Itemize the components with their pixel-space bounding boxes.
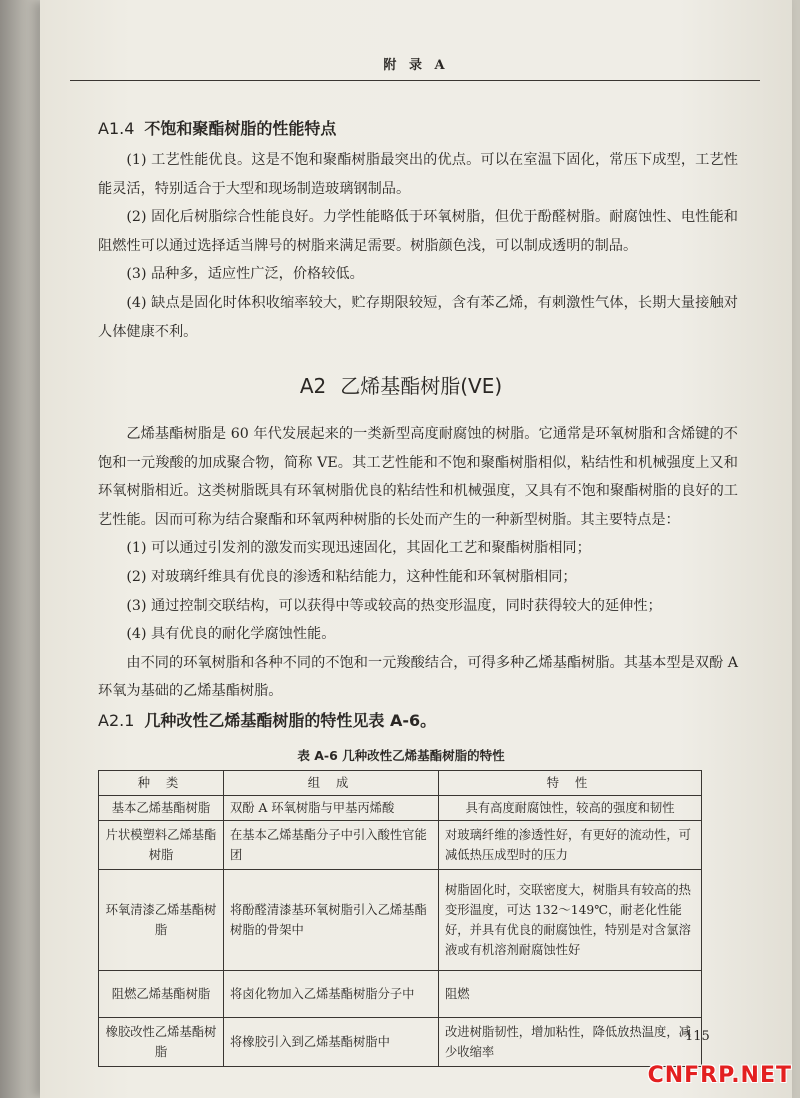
paragraph: (1) 可以通过引发剂的激发而实现迅速固化，其固化工艺和聚酯树脂相同； <box>126 540 591 557</box>
cell-kind: 橡胶改性乙烯基酯树脂 <box>99 1018 224 1067</box>
paragraph: (4) 缺点是固化时体积收缩率较大，贮存期限较短，含有苯乙烯，有刺激性气体，长期大量接触对人体健康不利。 <box>98 294 738 340</box>
paragraph: (3) 品种多，适应性广泛，价格较低。 <box>126 266 364 283</box>
section-a2-1-heading <box>98 708 436 731</box>
book-spine-shadow <box>0 0 40 1098</box>
section-title: 不饱和聚酯树脂的性能特点 <box>144 119 337 138</box>
paragraph: (2) 固化后树脂综合性能良好。力学性能略低于环氧树脂，但优于酚醛树脂。耐腐蚀性、电性能和阻燃性可以通过选择适当牌号的树脂来满足需要。树脂颜色浅，可以制成透明的制品。 <box>98 209 738 254</box>
cell-properties: 具有高度耐腐蚀性，较高的强度和韧性 <box>439 796 702 821</box>
table-row <box>99 971 702 1018</box>
section-a2-heading <box>40 370 762 399</box>
table-row <box>99 870 702 971</box>
section-a2-body <box>98 420 738 706</box>
cell-composition: 将橡胶引入到乙烯基酯树脂中 <box>224 1018 439 1067</box>
running-head: 附 录 A <box>383 58 449 73</box>
cell-kind: 环氧清漆乙烯基酯树脂 <box>99 870 224 971</box>
paragraph: 由不同的环氧树脂和各种不同的不饱和一元羧酸结合，可得多种乙烯基酯树脂。其基本型是双酚 A 环氧为基础的乙烯基酯树脂。 <box>98 654 738 700</box>
section-number: A1.4 <box>98 119 135 138</box>
table-caption: 表 A-6 几种改性乙烯基酯树脂的特性 <box>297 748 505 763</box>
paragraph: (4) 具有优良的耐化学腐蚀性能。 <box>126 626 336 643</box>
cell-kind: 片状模塑料乙烯基酯树脂 <box>99 821 224 870</box>
cell-properties: 树脂固化时，交联密度大，树脂具有较高的热变形温度，可达 132～149℃，耐老化性能好，并具有优良的耐腐蚀性，特别是对含氯溶液或有机溶剂耐腐蚀性好 <box>439 870 702 971</box>
cell-kind: 基本乙烯基酯树脂 <box>99 796 224 821</box>
section-title: 乙烯基酯树脂(VE) <box>340 374 503 398</box>
book-page <box>40 0 792 1098</box>
resin-properties-table <box>98 770 702 1067</box>
cell-composition: 在基本乙烯基酯分子中引入酸性官能团 <box>224 821 439 870</box>
paragraph: (3) 通过控制交联结构，可以获得中等或较高的热变形温度，同时获得较大的延伸性； <box>126 597 662 614</box>
table-row <box>99 821 702 870</box>
section-number: A2.1 <box>98 711 135 730</box>
section-a1-4-heading <box>98 116 336 139</box>
cell-composition: 将酚醛清漆基环氧树脂引入乙烯基酯树脂的骨架中 <box>224 870 439 971</box>
section-title: 几种改性乙烯基酯树脂的特性见表 A-6。 <box>144 711 437 730</box>
cell-composition: 将卤化物加入乙烯基酯树脂分子中 <box>224 971 439 1018</box>
cell-properties: 改进树脂韧性，增加粘性，降低放热温度，减少收缩率 <box>439 1018 702 1067</box>
cell-properties: 阻燃 <box>439 971 702 1018</box>
column-header-composition: 组 成 <box>224 771 439 796</box>
table-header-row <box>99 771 702 796</box>
paragraph: 乙烯基酯树脂是 60 年代发展起来的一类新型高度耐腐蚀的树脂。它通常是环氧树脂和含烯键的不饱和一元羧酸的加成聚合物，简称 VE。其工艺性能和不饱和聚酯树脂相似，粘结性和机械强度上又和环氧树脂相近。这类树脂既具有环氧树脂优良的粘结性和机械强度，又具有不饱和聚酯树脂的良好的工艺性能。因而可称为结合聚酯和环氧两种树脂的长处而产生的一种新型树脂。其主要特点是： <box>98 426 738 528</box>
column-header-kind: 种 类 <box>99 771 224 796</box>
paragraph: (2) 对玻璃纤维具有优良的渗透和粘结能力，这种性能和环氧树脂相同； <box>126 568 577 585</box>
column-header-properties: 特 性 <box>439 771 702 796</box>
cell-composition: 双酚 A 环氧树脂与甲基丙烯酸 <box>224 796 439 821</box>
cell-kind: 阻燃乙烯基酯树脂 <box>99 971 224 1018</box>
header-rule <box>70 80 760 81</box>
site-watermark: CNFRP.NET <box>647 1063 792 1088</box>
cell-properties: 对玻璃纤维的渗透性好，有更好的流动性，可减低热压成型时的压力 <box>439 821 702 870</box>
paragraph: (1) 工艺性能优良。这是不饱和聚酯树脂最突出的优点。可以在室温下固化，常压下成型，工艺性能灵活，特别适合于大型和现场制造玻璃钢制品。 <box>98 152 738 197</box>
page-number: 115 <box>685 1029 710 1044</box>
section-number: A2 <box>299 374 327 398</box>
section-a1-4-body <box>98 146 738 346</box>
table-row <box>99 796 702 821</box>
table-row <box>99 1018 702 1067</box>
